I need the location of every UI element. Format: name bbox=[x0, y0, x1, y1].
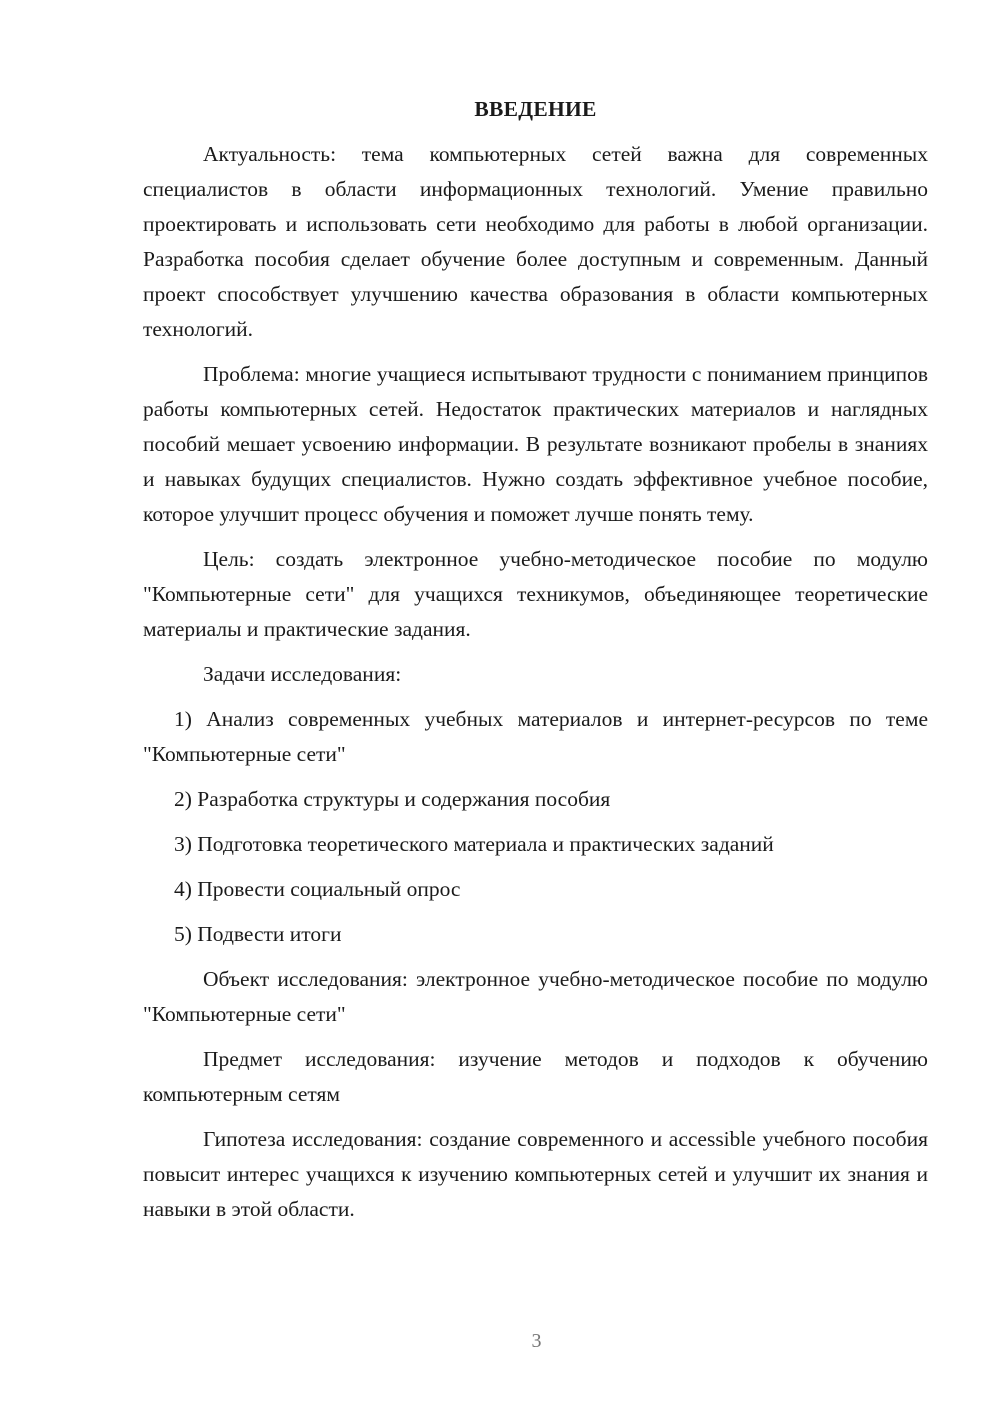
document-page bbox=[143, 92, 928, 1237]
list-item: 5) Подвести итоги bbox=[174, 922, 342, 946]
page-number: 3 bbox=[531, 1330, 542, 1352]
list-item: 3) Подготовка теоретического материала и практических заданий bbox=[174, 832, 774, 856]
list-item: 1) Анализ современных учебных материалов и интернет-ресурсов по теме "Компьютерные сети" bbox=[143, 707, 928, 766]
paragraph-hypothesis: Гипотеза исследования: создание современного и accessible учебного пособия повысит интерес учащихся к изучению компьютерных сетей и улучшит их знания и навыки в этой области. bbox=[143, 1127, 928, 1221]
list-item: 4) Провести социальный опрос bbox=[174, 877, 461, 901]
paragraph-problem: Проблема: многие учащиеся испытывают трудности с пониманием принципов работы компьютерных сетей. Недостаток практических материалов и наглядных пособий мешает усвоению информации. В результате возникают пробелы в знаниях и навыках будущих специалистов. Нужно создать эффективное учебное пособие, которое улучшит процесс обучения и поможет лучше понять тему. bbox=[143, 362, 928, 526]
list-item: 2) Разработка структуры и содержания пособия bbox=[174, 787, 611, 811]
paragraph-tasks-heading: Задачи исследования: bbox=[203, 662, 402, 686]
paragraph-subject: Предмет исследования: изучение методов и подходов к обучению компьютерным сетям bbox=[143, 1047, 928, 1106]
section-title: ВВЕДЕНИЕ bbox=[474, 97, 597, 121]
paragraph-relevance: Актуальность: тема компьютерных сетей важна для современных специалистов в области информационных технологий. Умение правильно проектировать и использовать сети необходимо для работы в любой организации. Разработка пособия сделает обучение более доступным и современным. Данный проект способствует улучшению качества образования в области компьютерных технологий. bbox=[143, 142, 928, 341]
paragraph-goal: Цель: создать электронное учебно-методическое пособие по модулю "Компьютерные сети" для учащихся техникумов, объединяющее теоретические материалы и практические задания. bbox=[143, 547, 928, 641]
paragraph-object: Объект исследования: электронное учебно-методическое пособие по модулю "Компьютерные сети" bbox=[143, 967, 928, 1026]
